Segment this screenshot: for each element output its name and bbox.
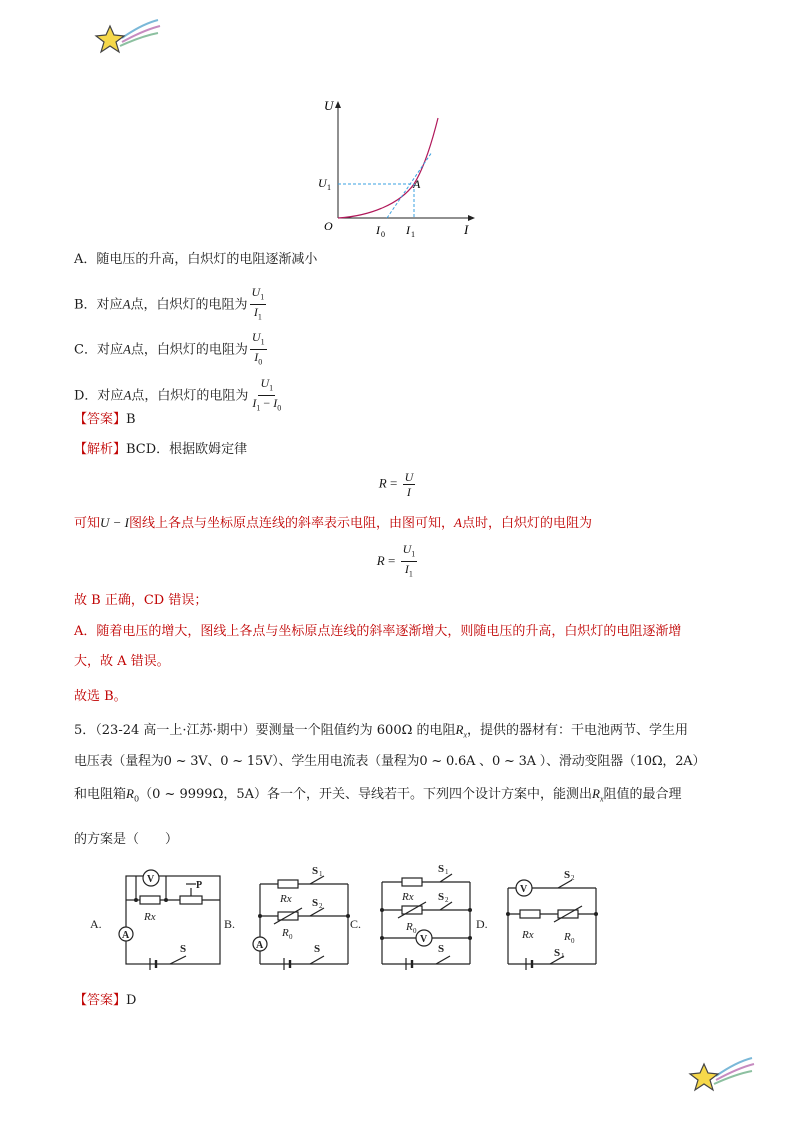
analysis-line-2: 可知U − I图线上各点与坐标原点连线的斜率表示电阻，由图可知，A点时，白炽灯的电阻为 [74,515,592,531]
u1-label: U [318,176,327,190]
i0-label: I [376,223,380,237]
i1-sub: 1 [411,230,415,239]
circuit-a [119,870,220,970]
s1-label: S [312,865,319,877]
rx-label: Rx [522,929,534,941]
analysis-line-6: 故选 B。 [74,689,127,704]
x-axis-label: I [464,222,469,237]
y-axis-label: U [324,98,334,113]
svg-text:0: 0 [571,937,575,945]
ammeter-label: A [122,930,130,941]
r0-label: R [282,927,289,939]
svg-text:1: 1 [319,870,323,878]
shooting-star-icon [686,1054,758,1096]
switch-label: S [314,943,321,955]
i1-label: I [406,223,410,237]
circuit-a-label: A. [90,917,102,931]
s2-label: S [438,891,445,903]
circuit-d-label: D. [476,917,488,931]
rx-label: Rx [144,911,156,923]
s1-label: S [438,863,445,875]
fraction-u1-i1: $\frac{U_1}{I_1}$ [251,285,265,322]
formula-ohm: R = $\frac{U}{I}$ [378,470,414,499]
voltmeter-label: V [147,874,155,885]
origin-label: O [324,219,333,233]
analysis-intro: 【解析】BCD．根据欧姆定律 [74,442,248,457]
analysis-line-4: A．随着电压的增大，图线上各点与坐标原点连线的斜率逐渐增大，则随电压的升高，白炽灯的电阻逐渐增 [74,624,682,639]
question-5-line-1: 5．（23-24 高一上·江苏·期中）要测量一个阻值约为 600Ω 的电阻$R_x$，提供的器材有：干电池两节、学生用 [74,722,689,740]
svg-text:1: 1 [561,952,565,960]
formula-r-u1-i1: R = $\frac{U_1}{I_1}$ [376,542,416,579]
svg-text:0: 0 [413,927,417,935]
option-b: B．对应A点，白炽灯的电阻为 $\frac{U_1}{I_1}$ [74,285,266,325]
fraction-u1-i0: $\frac{U_1}{I_0}$ [251,330,265,367]
rx-label: Rx [402,891,414,903]
svg-text:2: 2 [445,896,449,904]
option-a: A．随电压的升高，白炽灯的电阻逐渐减小 [74,252,318,267]
switch-label: S [438,943,445,955]
point-a-label: A [413,177,421,191]
slider-label: P [196,880,203,891]
svg-text:1: 1 [445,868,449,876]
circuit-b-label: B. [224,917,236,931]
s1-label: S [554,947,561,959]
question-5-line-3: 和电阻箱$R_0(0$ ~ 9999Ω，5A）各一个，开关、导线若干。下列四个设计方案中，能测出$R_x$阻值的最合理 [74,786,682,804]
tangent-line [387,152,432,218]
question-5-line-2: 电压表（量程为0 ~ 3V、0 ~ 15V）、学生用电流表（量程为0 ~ 0.6A 、0 ~ 3A ）、滑动变阻器（10Ω，2A） [74,754,706,769]
switch-label: S [180,943,187,955]
question-5-line-4: 的方案是（ ） [74,832,179,847]
voltmeter-label: V [420,934,428,945]
svg-text:0: 0 [289,933,293,941]
shooting-star-icon [92,16,164,58]
u-i-curve [338,118,438,218]
svg-text:2: 2 [319,902,323,910]
u1-sub: 1 [327,183,331,192]
r0-label: R [406,921,413,933]
analysis-line-3: 故 B 正确，CD 错误； [74,593,208,608]
ammeter-label: A [256,940,264,951]
option-d: D．对应A点，白炽灯的电阻为 $\frac{U_1}{I_1 - I_0}$ [74,376,283,416]
fraction-u1-i1-minus-i0: $\frac{U_1}{I_1 - I_0}$ [252,376,282,413]
answer-2: 【答案】D [74,993,137,1008]
circuit-c-label: C. [350,917,362,931]
circuit-c [382,874,470,970]
i0-sub: 0 [381,230,385,239]
rx-label: Rx [280,893,292,905]
svg-text:2: 2 [571,874,575,882]
s2-label: S [564,869,571,881]
circuit-b [253,876,348,970]
option-c: C．对应A点，白炽灯的电阻为 $\frac{U_1}{I_0}$ [74,330,267,370]
u-i-graph [310,92,490,242]
r0-label: R [564,931,571,943]
analysis-line-5: 大，故 A 错误。 [74,654,170,669]
voltmeter-label: V [520,884,528,895]
circuit-diagrams [88,860,608,980]
s2-label: S [312,897,319,909]
answer-1: 【答案】B [74,412,136,427]
